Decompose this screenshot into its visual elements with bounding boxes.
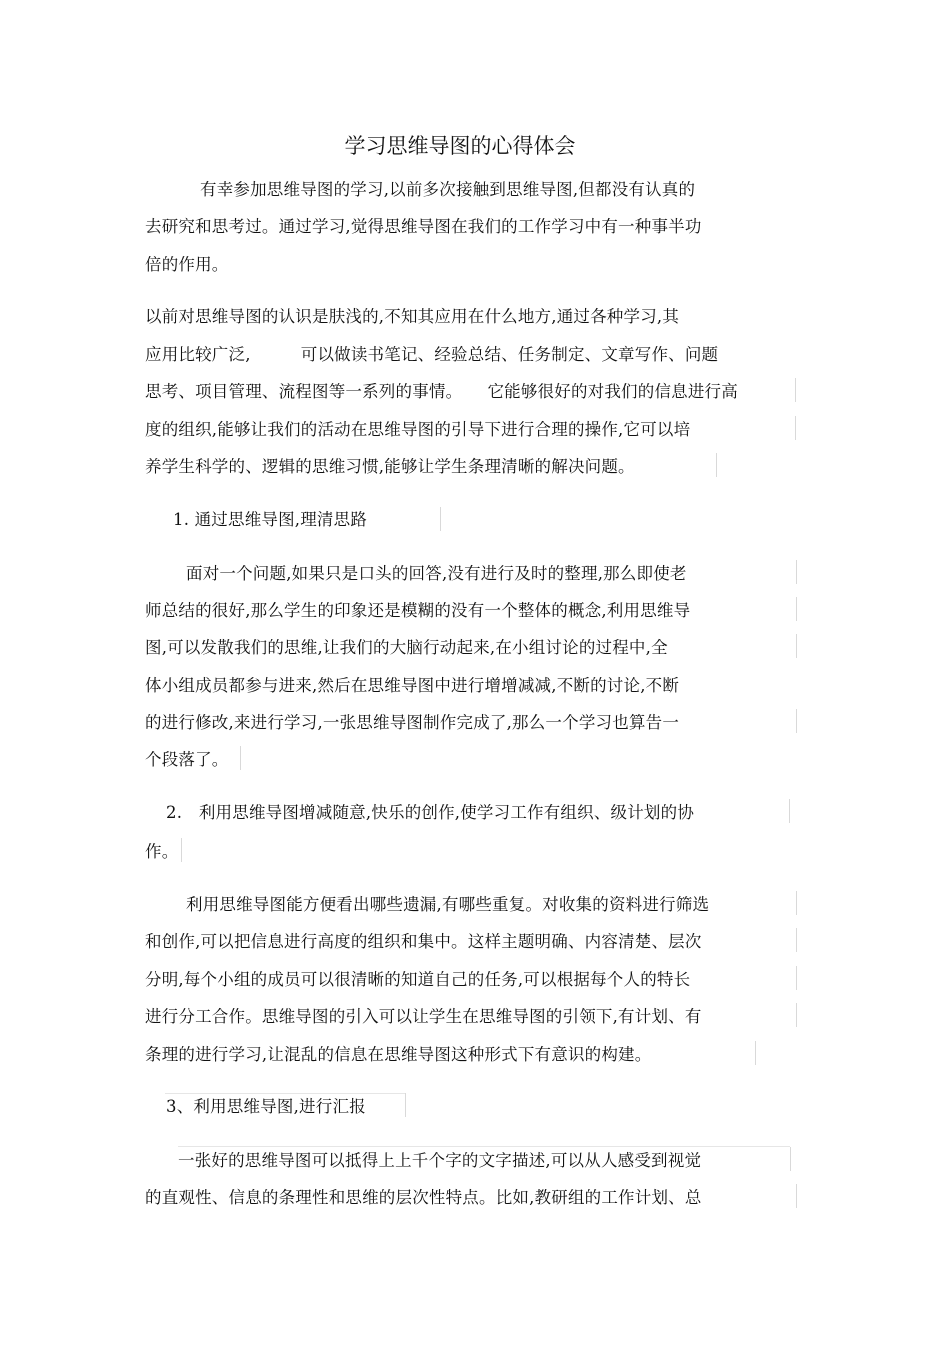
layout-mark (796, 1184, 797, 1208)
layout-mark (796, 928, 797, 952)
layout-mark (405, 1093, 406, 1117)
paragraph-line: 养学生科学的、逻辑的思维习惯,能够让学生条理清晰的解决问题。 (145, 457, 635, 476)
layout-mark (795, 416, 796, 440)
paragraph-line: 个段落了。 (145, 750, 229, 769)
layout-mark (796, 1003, 797, 1027)
layout-mark (796, 597, 797, 621)
paragraph-line: 和创作,可以把信息进行高度的组织和集中。这样主题明确、内容清楚、层次 (145, 932, 702, 951)
paragraph-line: 面对一个问题,如果只是口头的回答,没有进行及时的整理,那么即使老 (186, 564, 687, 583)
document-title: 学习思维导图的心得体会 (344, 134, 576, 158)
layout-mark (796, 709, 797, 733)
layout-mark (178, 1146, 790, 1147)
paragraph-line: 分明,每个小组的成员可以很清晰的知道自己的任务,可以根据每个人的特长 (145, 970, 691, 989)
section-heading-1: 1. 通过思维导图,理清思路 (173, 510, 368, 529)
layout-mark (789, 799, 790, 823)
layout-mark (796, 891, 797, 915)
section-heading-3: 3、利用思维导图,进行汇报 (166, 1097, 366, 1116)
paragraph-line: 倍的作用。 (145, 255, 229, 274)
layout-mark (796, 966, 797, 990)
paragraph-line: 思考、项目管理、流程图等一系列的事情。 它能够很好的对我们的信息进行高 (145, 382, 738, 401)
layout-mark (165, 1093, 405, 1094)
layout-mark (181, 838, 182, 862)
paragraph-line: 体小组成员都参与进来,然后在思维导图中进行增增减减,不断的讨论,不断 (145, 676, 680, 695)
paragraph-line: 条理的进行学习,让混乱的信息在思维导图这种形式下有意识的构建。 (145, 1045, 652, 1064)
paragraph-line: 作。 (145, 842, 179, 861)
paragraph-line: 去研究和思考过。通过学习,觉得思维导图在我们的工作学习中有一种事半功 (145, 217, 702, 236)
section-heading-2: 2. 利用思维导图增减随意,快乐的创作,使学习工作有组织、级计划的协 (166, 803, 695, 822)
layout-mark (716, 453, 717, 477)
paragraph-line: 的进行修改,来进行学习,一张思维导图制作完成了,那么一个学习也算告一 (145, 713, 680, 732)
paragraph-line: 师总结的很好,那么学生的印象还是模糊的没有一个整体的概念,利用思维导 (145, 601, 691, 620)
paragraph-line: 一张好的思维导图可以抵得上上千个字的文字描述,可以从人感受到视觉 (178, 1151, 702, 1170)
layout-mark (790, 1147, 791, 1171)
layout-mark (440, 507, 441, 531)
paragraph-line: 有幸参加思维导图的学习,以前多次接触到思维导图,但都没有认真的 (200, 180, 696, 199)
paragraph-line: 以前对思维导图的认识是肤浅的,不知其应用在什么地方,通过各种学习,其 (145, 307, 680, 326)
layout-mark (796, 560, 797, 584)
layout-mark (796, 634, 797, 658)
layout-mark (795, 378, 796, 402)
layout-mark (755, 1041, 756, 1065)
paragraph-line: 应用比较广泛, 可以做读书笔记、经验总结、任务制定、文章写作、问题 (145, 345, 719, 364)
layout-mark (240, 746, 241, 770)
paragraph-line: 进行分工合作。思维导图的引入可以让学生在思维导图的引领下,有计划、有 (145, 1007, 702, 1026)
paragraph-line: 利用思维导图能方便看出哪些遗漏,有哪些重复。对收集的资料进行筛选 (186, 895, 710, 914)
paragraph-line: 的直观性、信息的条理性和思维的层次性特点。比如,教研组的工作计划、总 (145, 1188, 702, 1207)
paragraph-line: 图,可以发散我们的思维,让我们的大脑行动起来,在小组讨论的过程中,全 (145, 638, 668, 657)
paragraph-line: 度的组织,能够让我们的活动在思维导图的引导下进行合理的操作,它可以培 (145, 420, 691, 439)
